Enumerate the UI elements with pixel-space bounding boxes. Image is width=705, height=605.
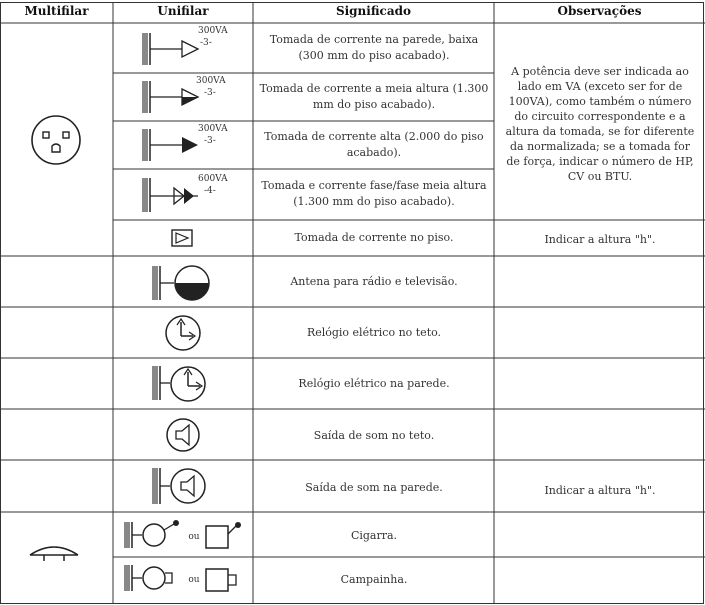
som-teto-icon xyxy=(162,414,204,456)
tomada-fase-circuit: -4- xyxy=(204,186,216,196)
meaning-som-parede: Saída de som na parede. xyxy=(305,481,443,494)
meaning-som-teto: Saída de som no teto. xyxy=(313,429,435,442)
tomada-meia-power: 300VA xyxy=(196,76,226,86)
meaning-tomada-fase: Tomada e corrente fase/fase meia altura (1.300 mm do piso acabado). xyxy=(261,179,487,208)
header-significado: Significado xyxy=(335,4,412,18)
meaning-cigarra: Cigarra. xyxy=(350,529,398,542)
cigarra-icon xyxy=(120,516,190,554)
tomada-alta-power: 300VA xyxy=(198,124,228,134)
som-parede-icon xyxy=(148,464,218,508)
campainha-alt-icon xyxy=(204,563,246,597)
cigarra-or-text: ou xyxy=(188,532,200,542)
meaning-tomada-baixa: Tomada de corrente na parede, baixa (300 mm do piso acabado). xyxy=(269,33,479,62)
tomada-meia-circuit: -3- xyxy=(204,88,216,98)
meaning-antena: Antena para rádio e televisão. xyxy=(290,275,458,288)
cigarra-alt-icon xyxy=(204,518,246,554)
meaning-tomada-alta: Tomada de corrente alta (2.000 do piso acabado). xyxy=(264,130,484,159)
meaning-tomada-piso: Tomada de corrente no piso. xyxy=(294,231,454,244)
tomada-piso-icon xyxy=(171,229,195,249)
tomada-baixa-power: 300VA xyxy=(198,26,228,36)
campainha-icon xyxy=(120,561,190,597)
meaning-campainha: Campainha. xyxy=(340,573,408,586)
tomada-fase-power: 600VA xyxy=(198,174,228,184)
obs-tomada-piso: Indicar a altura "h". xyxy=(544,233,656,246)
multifilar-tomada-icon xyxy=(28,112,84,168)
meaning-relogio-teto: Relógio elétrico no teto. xyxy=(306,326,442,339)
header-observacoes: Observações xyxy=(557,4,642,18)
relogio-teto-icon xyxy=(163,312,203,354)
header-unifilar: Unifilar xyxy=(157,4,209,18)
multifilar-cigarra-icon xyxy=(24,535,84,565)
campainha-or-text: ou xyxy=(188,575,200,585)
tomada-baixa-circuit: -3- xyxy=(200,38,212,48)
relogio-parede-icon xyxy=(148,362,218,406)
obs-som-parede: Indicar a altura "h". xyxy=(544,484,656,497)
meaning-tomada-meia: Tomada de corrente a meia altura (1.300 mm do piso acabado). xyxy=(259,82,489,111)
meaning-relogio-parede: Relógio elétrico na parede. xyxy=(298,377,450,390)
obs-tomadas: A potência deve ser indicada ao lado em VA (exceto ser for de 100VA), como também o número do circuito correspondente e a altura da tomada, se for diferente da normalizada; se a tomada for de força, indicar o número de HP, CV ou BTU. xyxy=(505,65,695,183)
tomada-alta-circuit: -3- xyxy=(204,136,216,146)
header-multifilar: Multifilar xyxy=(24,4,89,18)
antena-icon xyxy=(148,262,218,304)
